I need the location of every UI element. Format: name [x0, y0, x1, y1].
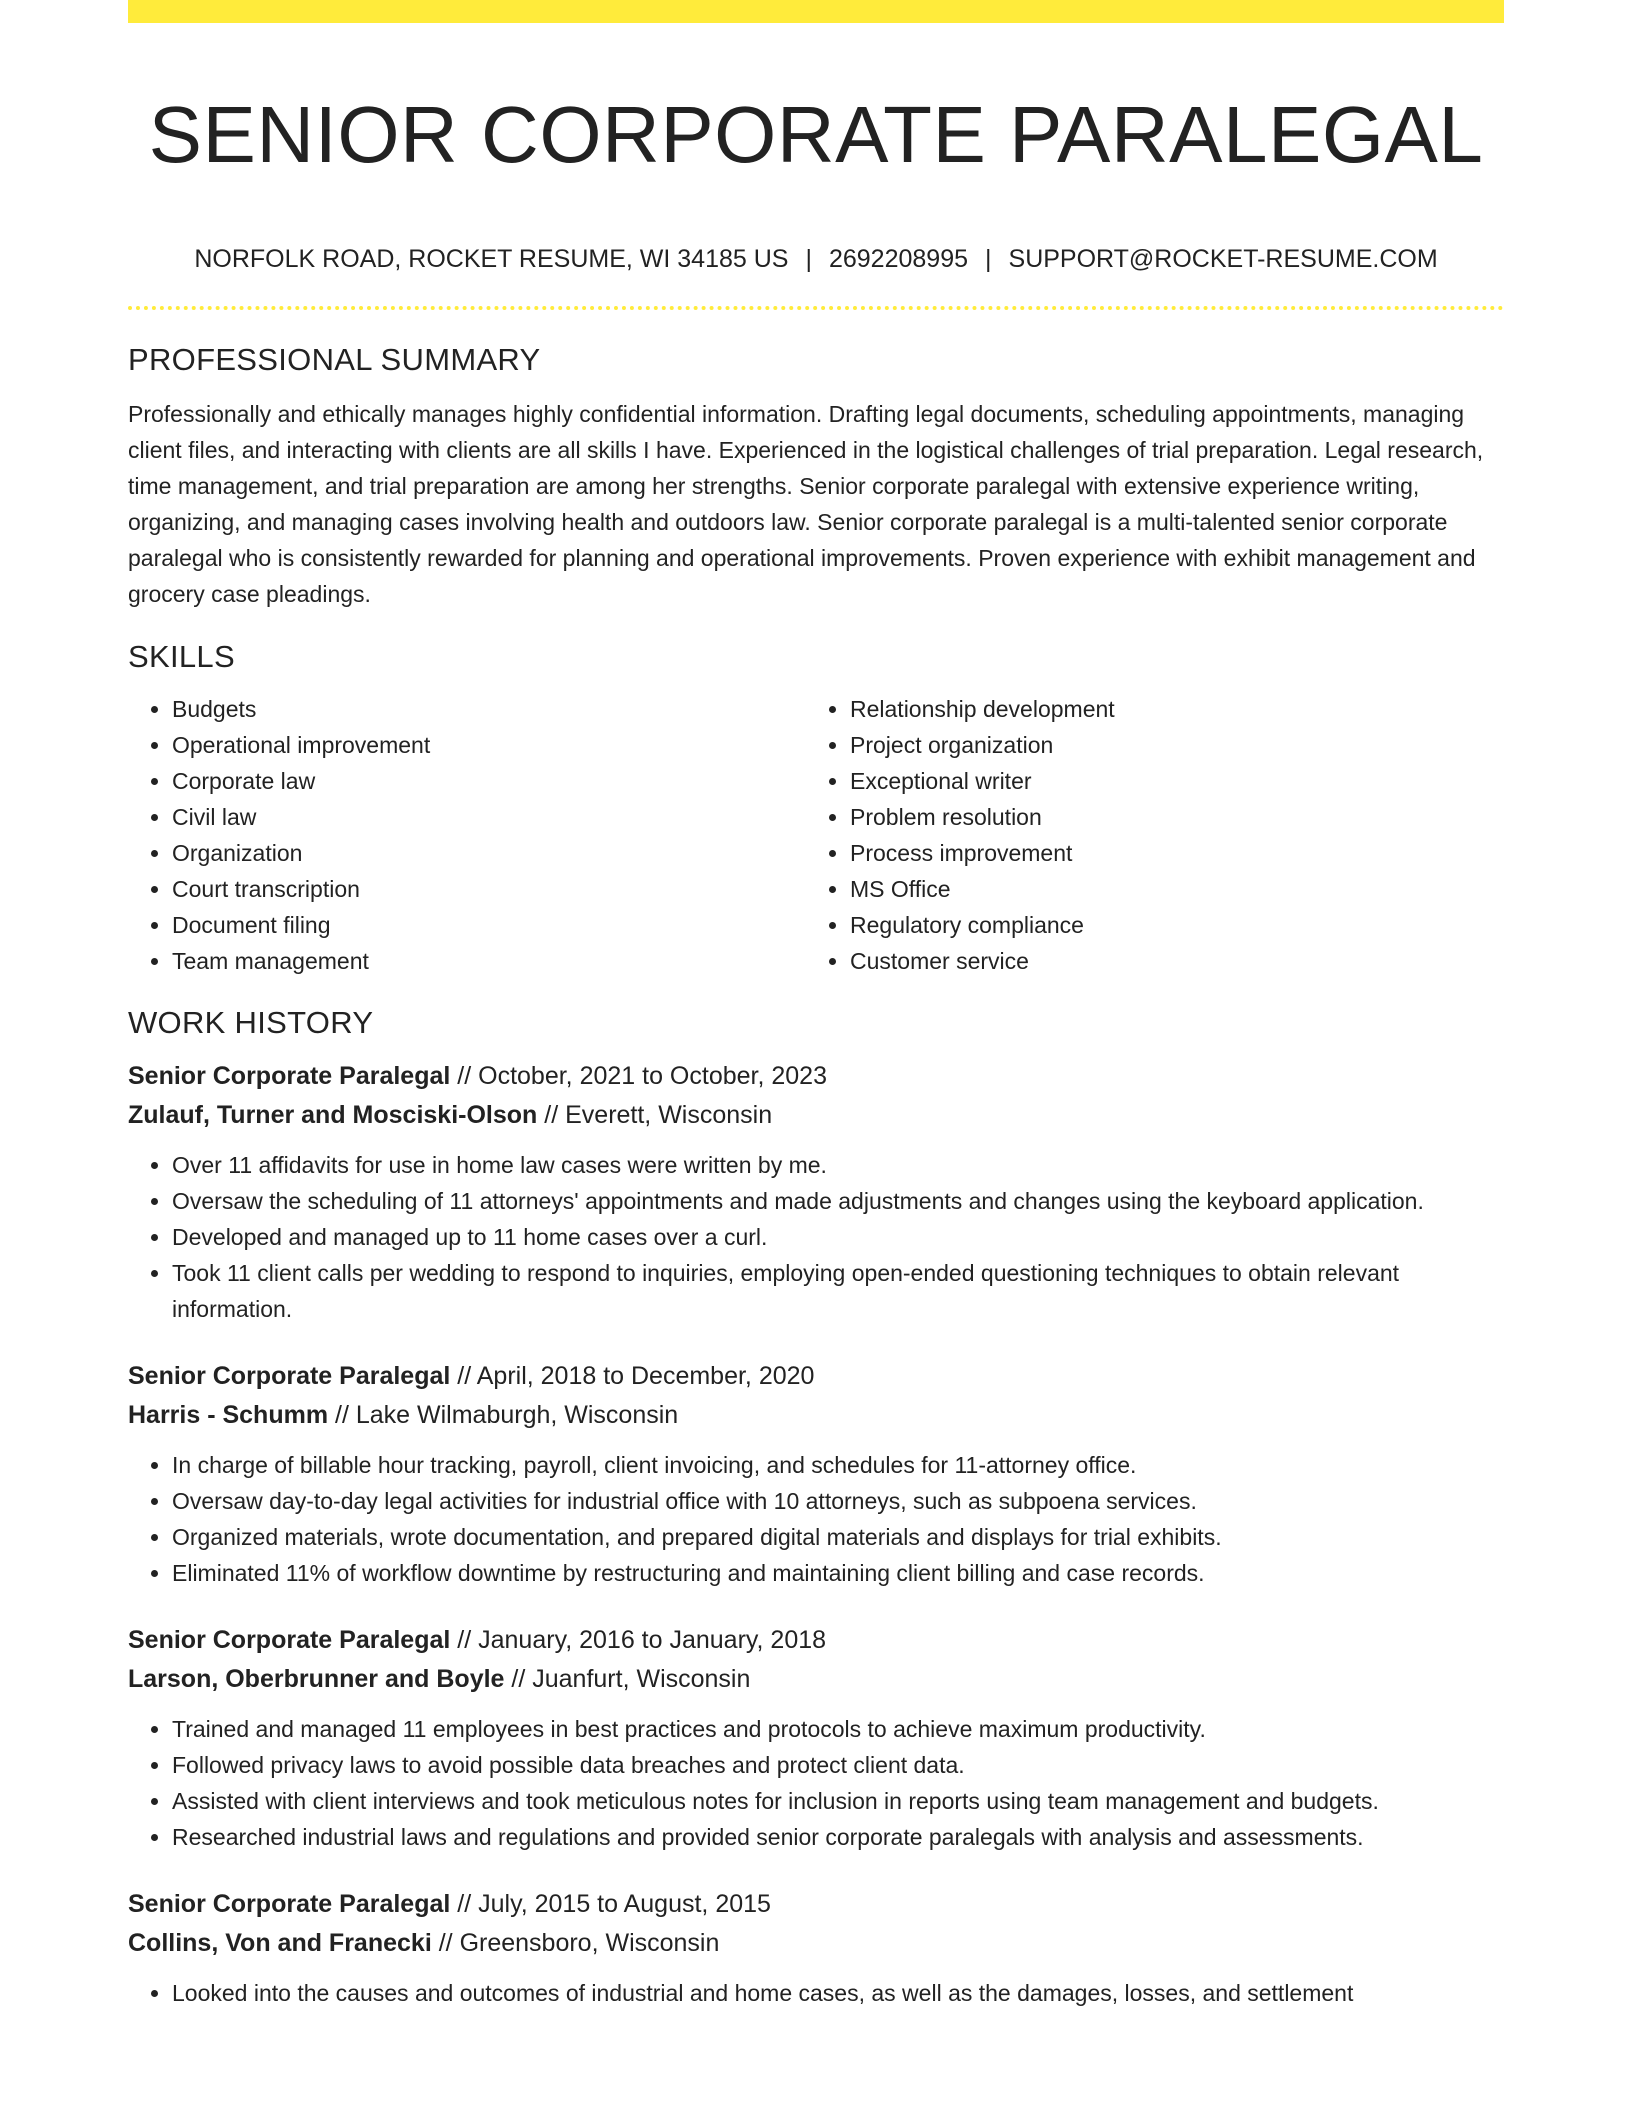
job-role-line [128, 1357, 1504, 1396]
job-company: Harris - Schumm [128, 1401, 329, 1429]
job-role-line [128, 1885, 1504, 1924]
phone: 2692208995 [828, 245, 969, 273]
dotted-divider [128, 306, 1504, 310]
job-location: Everett, Wisconsin [565, 1101, 773, 1129]
job-role-line [128, 1621, 1504, 1660]
job-location: Greensboro, Wisconsin [459, 1929, 720, 1957]
skill-item: • Project organization [850, 727, 1484, 763]
job-role: Senior Corporate Paralegal [128, 1626, 451, 1654]
contact-line [128, 242, 1504, 276]
job-dates: April, 2018 to December, 2020 [476, 1362, 815, 1390]
contact-separator: | [805, 245, 812, 273]
job-company: Larson, Oberbrunner and Boyle [128, 1665, 505, 1693]
job-bullet: • Assisted with client interviews and took meticulous notes for inclusion in reports using team management and budgets. [172, 1783, 1504, 1819]
job-dates: October, 2021 to October, 2023 [478, 1062, 827, 1090]
job-bullet: • Oversaw day-to-day legal activities for industrial office with 10 attorneys, such as subpoena services. [172, 1483, 1504, 1519]
job-company-line [128, 1924, 1504, 1963]
skill-item: • Process improvement [850, 835, 1484, 871]
skill-item: • Exceptional writer [850, 763, 1484, 799]
job-bullet: • Researched industrial laws and regulations and provided senior corporate paralegals with analysis and assessments. [172, 1819, 1504, 1855]
skills-column-left [128, 691, 806, 979]
contact-separator: | [985, 245, 992, 273]
skill-item: • Organization [172, 835, 806, 871]
work-history-heading: WORK HISTORY [128, 1005, 374, 1040]
resume-title: SENIOR CORPORATE PARALEGAL [148, 90, 1484, 179]
job-bullet: • Took 11 client calls per wedding to respond to inquiries, employing open-ended questioning techniques to obtain relevant information. [172, 1255, 1504, 1327]
skill-item: • Civil law [172, 799, 806, 835]
job-divider: // [450, 1362, 477, 1390]
job-divider: // [450, 1062, 479, 1090]
job-bullet: • Eliminated 11% of workflow downtime by restructuring and maintaining client billing and case records. [172, 1555, 1504, 1591]
job-role: Senior Corporate Paralegal [128, 1062, 451, 1090]
job-company-line [128, 1396, 1504, 1435]
job-bullet: • Oversaw the scheduling of 11 attorneys' appointments and made adjustments and changes using the keyboard application. [172, 1183, 1504, 1219]
job-role-line [128, 1057, 1504, 1096]
summary-heading: PROFESSIONAL SUMMARY [128, 342, 541, 377]
skill-item: • Problem resolution [850, 799, 1484, 835]
job-bullet: • Looked into the causes and outcomes of industrial and home cases, as well as the damages, losses, and settlement [172, 1975, 1504, 2011]
skill-item: • Operational improvement [172, 727, 806, 763]
job-role: Senior Corporate Paralegal [128, 1890, 451, 1918]
skill-item: • Document filing [172, 907, 806, 943]
job-entry [128, 1885, 1504, 2011]
job-bullets [128, 1975, 1504, 2011]
job-entry [128, 1057, 1504, 1327]
job-entry [128, 1621, 1504, 1855]
job-bullets [128, 1711, 1504, 1855]
skill-item: • MS Office [850, 871, 1484, 907]
job-bullets [128, 1447, 1504, 1591]
job-divider: // [328, 1401, 356, 1429]
email: SUPPORT@ROCKET-RESUME.COM [1008, 245, 1438, 273]
job-role: Senior Corporate Paralegal [128, 1362, 451, 1390]
skill-item: • Team management [172, 943, 806, 979]
job-bullet: • Developed and managed up to 11 home cases over a curl. [172, 1219, 1504, 1255]
skill-item: • Customer service [850, 943, 1484, 979]
job-bullet: • Organized materials, wrote documentation, and prepared digital materials and displays for trial exhibits. [172, 1519, 1504, 1555]
job-bullet: • Followed privacy laws to avoid possible data breaches and protect client data. [172, 1747, 1504, 1783]
resume-page [128, 0, 1504, 2011]
job-bullet: • Trained and managed 11 employees in best practices and protocols to achieve maximum productivity. [172, 1711, 1504, 1747]
job-divider: // [537, 1101, 566, 1129]
job-company-line [128, 1660, 1504, 1699]
job-dates: January, 2016 to January, 2018 [478, 1626, 827, 1654]
job-divider: // [450, 1890, 479, 1918]
job-bullets [128, 1147, 1504, 1327]
skill-item: • Regulatory compliance [850, 907, 1484, 943]
job-dates: July, 2015 to August, 2015 [478, 1890, 771, 1918]
job-bullet: • In charge of billable hour tracking, payroll, client invoicing, and schedules for 11-attorney office. [172, 1447, 1504, 1483]
skill-item: • Budgets [172, 691, 806, 727]
job-entry [128, 1357, 1504, 1591]
job-company: Collins, Von and Franecki [128, 1929, 432, 1957]
skill-item: • Court transcription [172, 871, 806, 907]
job-company: Zulauf, Turner and Mosciski-Olson [128, 1101, 538, 1129]
job-divider: // [450, 1626, 479, 1654]
address: NORFOLK ROAD, ROCKET RESUME, WI 34185 US [194, 245, 789, 273]
top-accent-bar [128, 0, 1504, 23]
skills-heading: SKILLS [128, 639, 235, 674]
job-location: Juanfurt, Wisconsin [532, 1665, 751, 1693]
job-company-line [128, 1096, 1504, 1135]
job-divider: // [431, 1929, 460, 1957]
job-divider: // [504, 1665, 533, 1693]
skills-list [128, 691, 1504, 979]
summary-text: Professionally and ethically manages highly confidential information. Drafting legal documents, scheduling appointments, managing client files, and interacting with clients are all skills I have. Experienced in the logistical challenges of trial preparation. Legal research, time management, and trial preparation are among her strengths. Senior corporate paralegal with extensive experience writing, organizing, and managing cases involving health and outdoors law. Senior corporate paralegal is a multi-talented senior corporate paralegal who is consistently rewarded for planning and operational improvements. Proven experience with exhibit management and grocery case pleadings. [128, 401, 1484, 607]
skills-column-right [806, 691, 1484, 979]
skill-item: • Corporate law [172, 763, 806, 799]
job-bullet: • Over 11 affidavits for use in home law cases were written by me. [172, 1147, 1504, 1183]
skill-item: • Relationship development [850, 691, 1484, 727]
job-location: Lake Wilmaburgh, Wisconsin [355, 1401, 679, 1429]
